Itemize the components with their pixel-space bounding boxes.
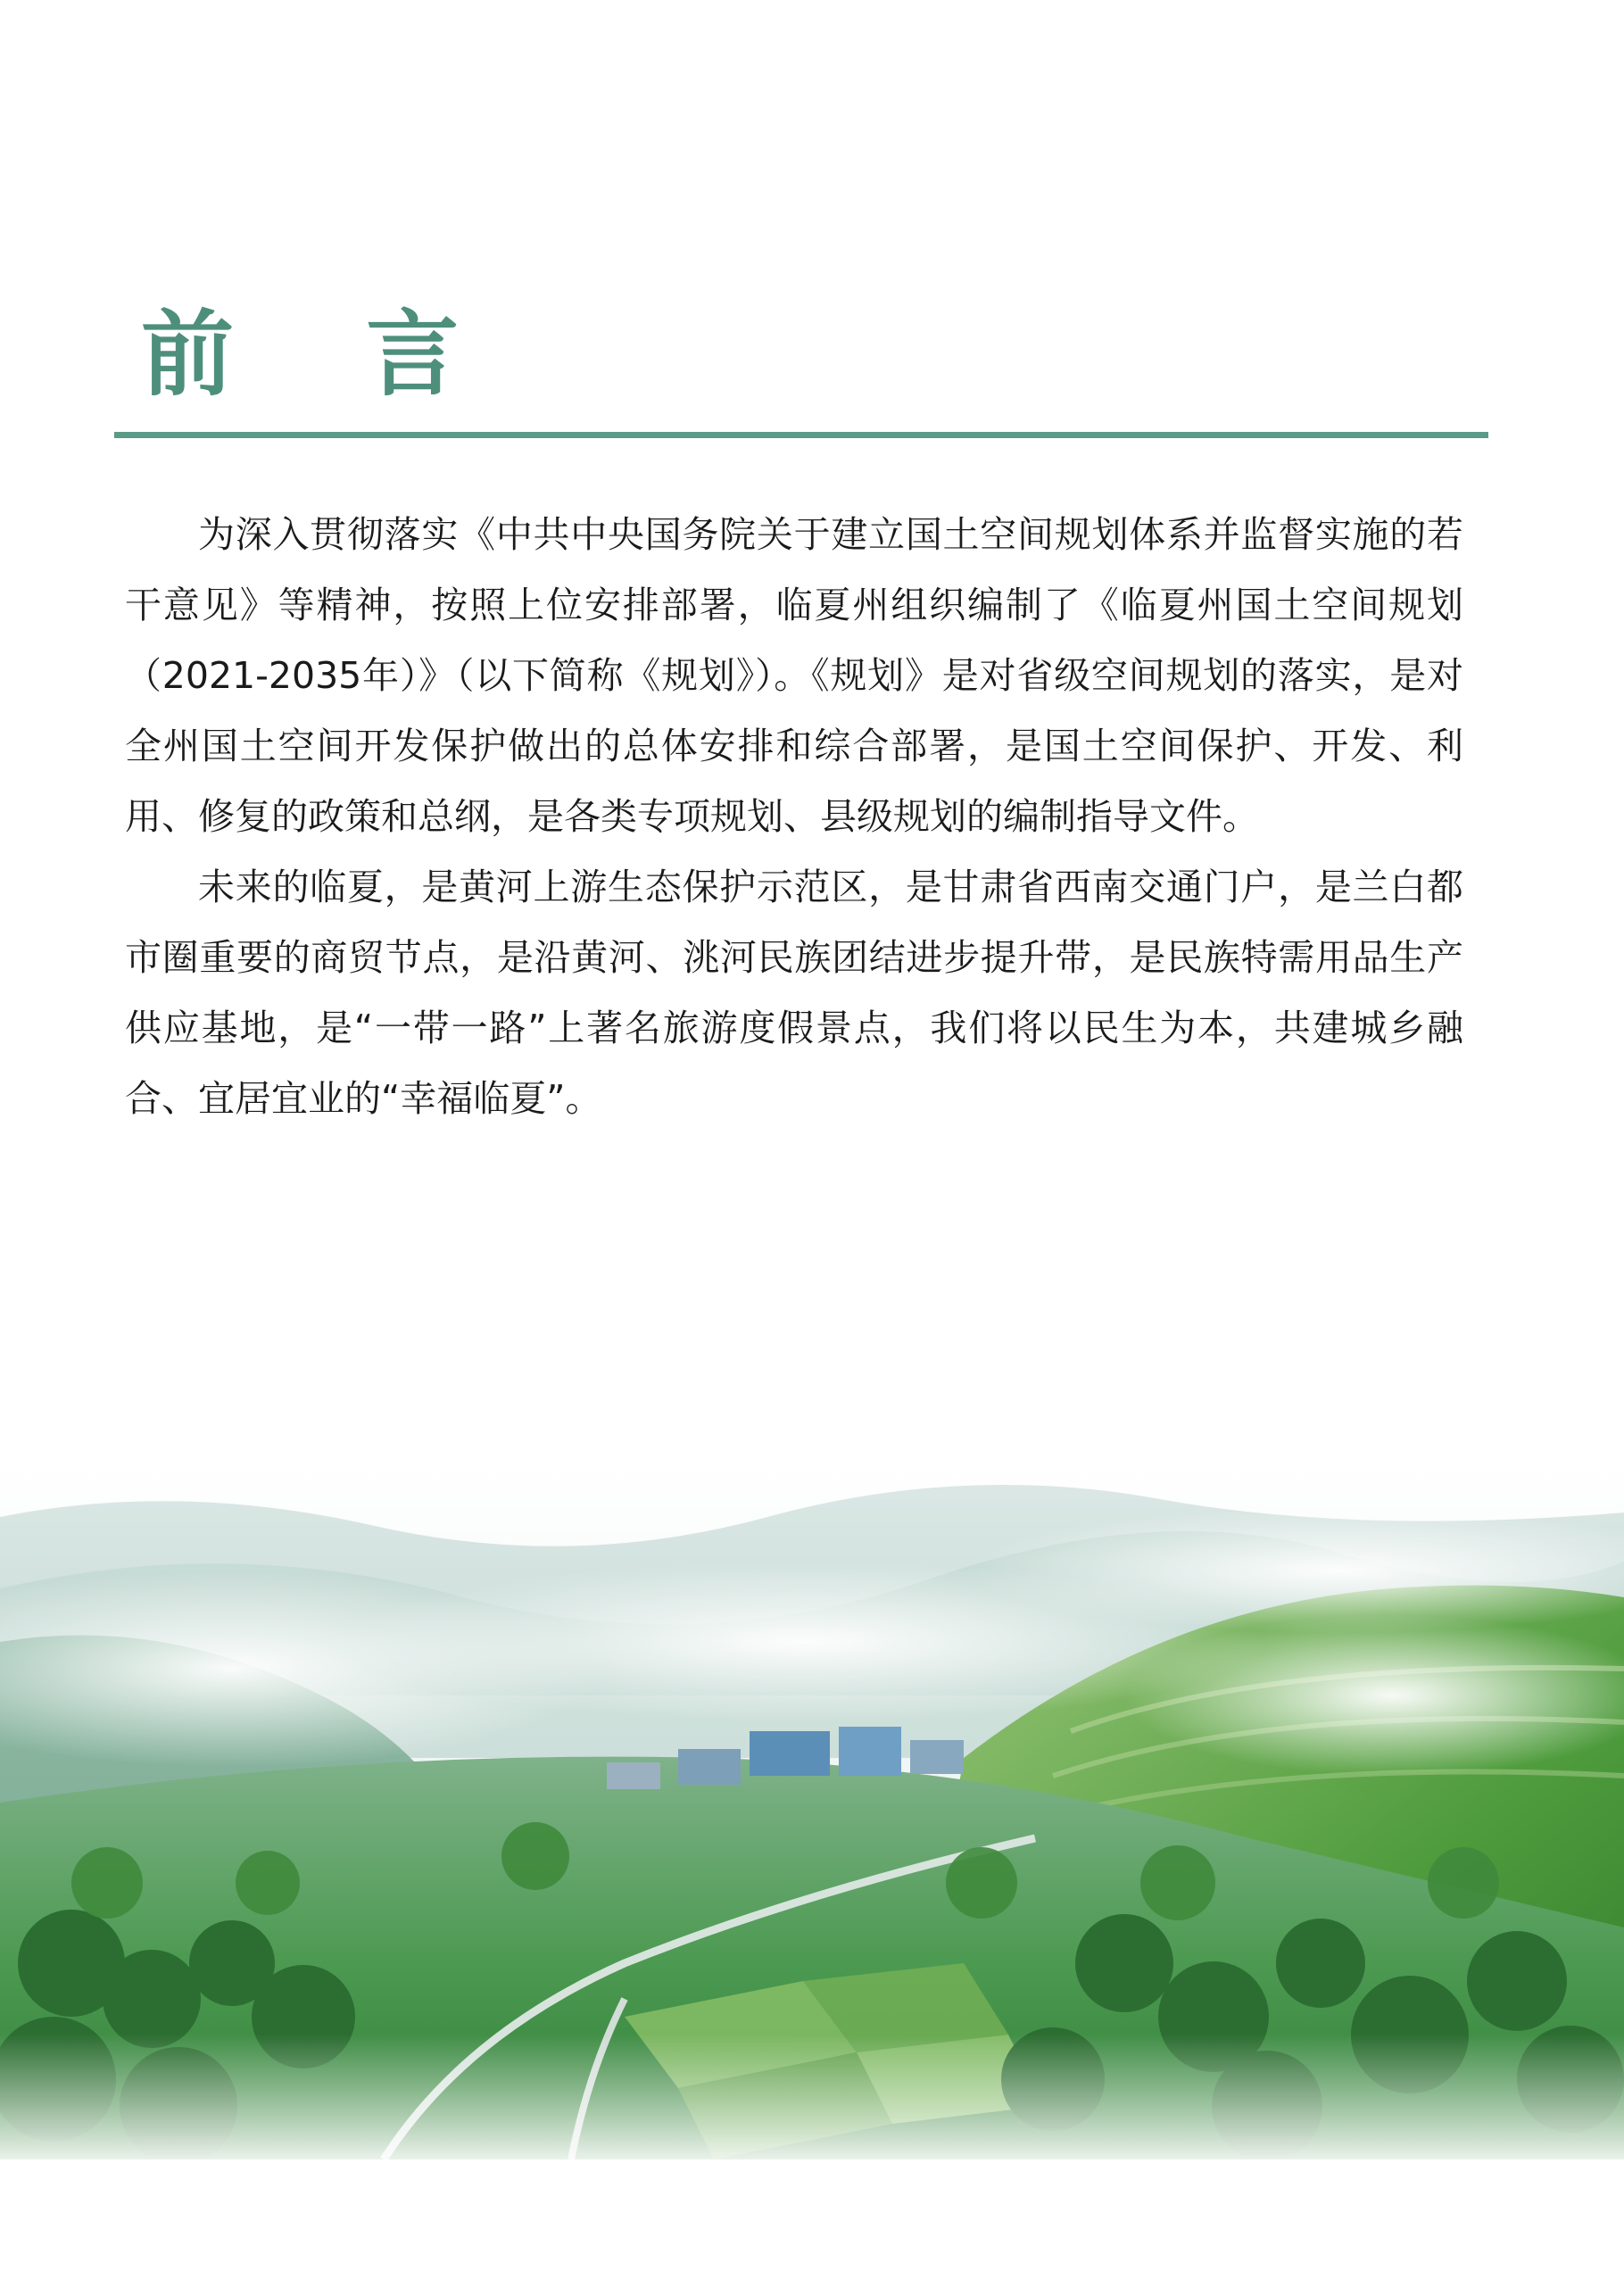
page-title: 前 言 — [141, 299, 510, 409]
paragraph-1: 为深入贯彻落实《中共中央国务院关于建立国土空间规划体系并监督实施的若干意见》等精神，按照上位安排部署，临夏州组织编制了《临夏州国土空间规划（2021-2035年）》（以下简称《规划》）。《规划》是对省级空间规划的落实，是对全州国土空间开发保护做出的总体安排和综合部署，是国土空间保护、开发、利用、修复的政策和总纲，是各类专项规划、县级规划的编制指导文件。 — [125, 513, 1463, 838]
body-text — [125, 500, 1463, 1134]
landscape-photo — [0, 1463, 1624, 2159]
landscape-illustration — [0, 1463, 1624, 2159]
title-divider — [114, 432, 1488, 438]
paragraph-2: 未来的临夏，是黄河上游生态保护示范区，是甘肃省西南交通门户，是兰白都市圈重要的商贸节点，是沿黄河、洮河民族团结进步提升带，是民族特需用品生产供应基地，是“一带一路”上著名旅游度假景点，我们将以民生为本，共建城乡融合、宜居宜业的“幸福临夏”。 — [125, 866, 1463, 1120]
